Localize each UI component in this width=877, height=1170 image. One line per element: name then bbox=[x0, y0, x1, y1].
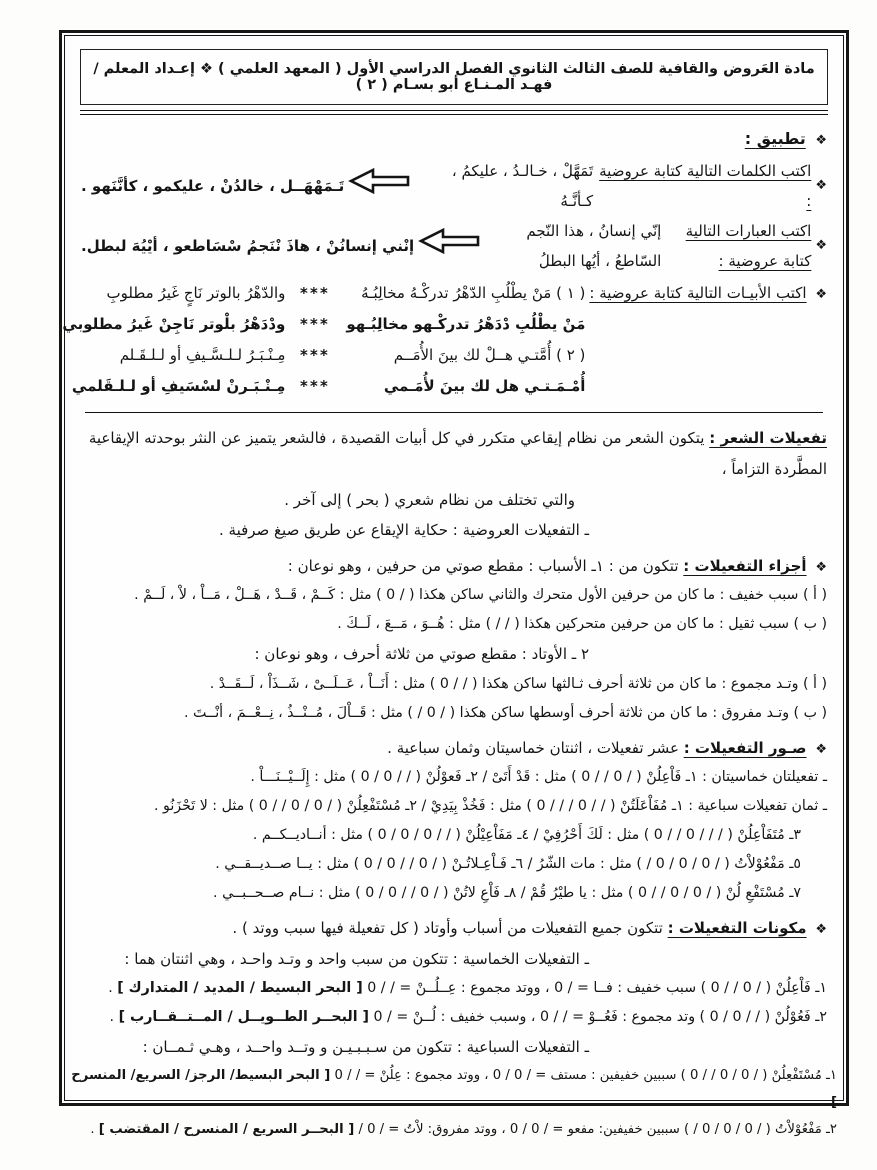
subaiya-feet-line-1: ـ ثمان تفعيلات سباعية : ١ـ مُفَاْعَلَتُنْ ( / / 0 / / / 0 ) مثل : فَخُذْ بِيَدِيْ / ٢ـ مُسْتَفْعِلُنْ ( / 0 / 0 / / 0 ) مثل : لا تَحْزَنُو . bbox=[153, 798, 827, 815]
mustafilun-analysis-line bbox=[71, 1063, 837, 1117]
exercise-phrases-question: إنّي إنسانُ ، هذا النّجم السّاطعُ ، أيُها البطلُ bbox=[526, 221, 662, 270]
subaiya-feet-line-2: ٣ـ مُتَفَاْعِلُنْ ( / / / 0 / / 0 ) مثل : لَكَ أَحْرُفِيْ / ٤ـ مَفَاْعِيْلُنْ ( / / 0 / 0 / 0 ) مثل : أنــاديــكــم . bbox=[252, 827, 801, 844]
mustafilun-analysis-text: ١ـ مُسْتَفْعِلُنْ ( / 0 / 0 / / 0 ) سببين خفيفين : مستف = / 0 / 0 ، ووتد مجموع : عِلُنْ = / / 0 bbox=[334, 1067, 837, 1083]
exercise-phrases-row bbox=[81, 216, 827, 276]
poetry-definition-text: يتكون الشعر من نظام إيقاعي متكرر في كل أبيات القصيدة ، فالشعر يتميز عن النثر بوحدته الإيقاعية المطَّردة التزاماً ، bbox=[88, 429, 827, 478]
poetry-definition-continuation: والتي تختلف من نظام شعري ( بحر ) إلى آخر . bbox=[284, 490, 575, 509]
poetry-definition-line bbox=[81, 423, 827, 484]
exercise-words-answer: تَـمَهْهَــل ، خالدُنْ ، عليكمو ، كأنَّنَهو . bbox=[81, 176, 345, 195]
diamond-bullet-icon: ❖ bbox=[815, 741, 827, 757]
ajza-intro-line bbox=[81, 551, 827, 582]
mafulat-analysis-text: ٢ـ مَفْعُوْلاْتُ ( / 0 / 0 / 0 / ) سببين خفيفين: مفعو = / 0 / 0 ، ووتد مفروق: لاْتُ = / 0 / bbox=[358, 1121, 837, 1137]
diamond-bullet-icon: ❖ bbox=[815, 177, 827, 193]
watad-majmu-line: ( أ ) وتـد مجموع : ما كان من ثلاثة أحرف ثـالثها ساكن هكذا ( / / 0 ) مثل : أَنَــاْ ، عَــلَــىْ ، شَــذَاْ ، لَــقَــدْ . bbox=[209, 675, 827, 692]
verse-separator-stars: *** bbox=[299, 283, 330, 302]
faulun-analysis-text: ٢ـ فَعُوْلُنْ ( / / 0 / 0 ) وتد مجموع : فَعُــوْ = / / 0 ، وسبب خفيف : لُــنْ = / 0 bbox=[373, 1009, 827, 1026]
prosodic-feet-definition: ـ التفعيلات العروضية : حكاية الإيقاع عن طريق صيغ صرفية . bbox=[219, 521, 589, 540]
mukawinat-intro-text: تتكون جميع التفعيلات من أسباب وأوتاد ( كل تفعيلة فيها سبب ووتد ) . bbox=[232, 919, 663, 938]
verse-second-hemistich: ودْدَهْرُ بلْوتر نَاجِنْ غَيرُ مطلوبي bbox=[62, 314, 286, 333]
mafulat-buhur-badge: [ البحــر السريع / المنسرح / المقتضب ] bbox=[98, 1121, 355, 1137]
exercise-phrases-answer: إنْني إنسانُنْ ، هاذَ نْنَجمُ سْسَاطعو ، أيْيُهَ لبطل. bbox=[81, 236, 415, 255]
suwar-intro-text: عشر تفعيلات ، اثنتان خماسيتان وثمان سباعية . bbox=[387, 738, 679, 757]
suwar-intro-line bbox=[81, 733, 827, 764]
ajza-intro-text: تتكون من : ١ـ الأسباب : مقطع صوتي من حرفين ، وهو نوعان : bbox=[287, 556, 679, 575]
khumasiya-components-intro: ـ التفعيلات الخماسية : تتكون من سبب واحد و وتـد واحـد ، وهي اثنتان هما : bbox=[124, 949, 589, 968]
failun-analysis-text: ١ـ فَاْعِلُنْ ( / 0 / / 0 ) سبب خفيف : فــا = / 0 ، ووتد مجموع : عِــلُــنْ = / / 0 bbox=[367, 980, 827, 997]
verse-first-hemistich: ( ٢ ) أُمَّتـي هــلْ لك بينَ الأُمَــم bbox=[393, 346, 586, 364]
diamond-bullet-icon: ❖ bbox=[815, 922, 827, 938]
line-end-period: . bbox=[90, 1121, 95, 1137]
verse-second-hemistich: مِـنْـبَـرُ لـلـسَّـيفِ أو لـلـقَـلم bbox=[119, 346, 286, 364]
verse-second-hemistich: والدّهْرُ بالوتر نَاجٍ غَيرُ مطلوبِ bbox=[106, 283, 286, 302]
exercise-phrases-lead: اكتب العبارات التالية كتابة عروضية : bbox=[685, 221, 812, 270]
mukawinat-section-lead: مكونات التفعيلات : bbox=[667, 919, 807, 938]
verse-separator-stars: *** bbox=[299, 346, 330, 364]
suwar-section-lead: صـور التفعيلات : bbox=[683, 738, 807, 757]
diamond-bullet-icon: ❖ bbox=[815, 237, 827, 253]
page-title: مادة العَروض والقافية للصف الثالث الثانوي الفصل الدراسي الأول ( المعهد العلمي ) ❖ إعـداد المعلم / فهـد المـنـاع أبو بسـام ( ٢ ) bbox=[93, 61, 815, 93]
subaiya-feet-line-4: ٧ـ مُسْتَفْعِ لُنْ ( / 0 / 0 / / 0 ) مثل : يا طيْرُ قُمْ / ٨ـ فَاْعِ لاتُنْ ( / 0 / / 0 / 0 ) مثل : نــام صــحــبــي . bbox=[213, 885, 801, 902]
ajza-section-lead: أجزاء التفعيلات : bbox=[683, 556, 807, 575]
mafulat-analysis-line bbox=[71, 1117, 837, 1144]
sabab-thaqil-line: ( ب ) سبب ثقيل : ما كان من حرفين متحركين هكذا ( / / ) مثل : هُــوَ ، مَــعَ ، لَــكَ . bbox=[337, 616, 827, 633]
verses-table bbox=[62, 278, 827, 403]
tatbiq-title-text: تطبيق : bbox=[744, 129, 806, 148]
diamond-bullet-icon: ❖ bbox=[815, 559, 827, 575]
line-end-period: . bbox=[822, 1094, 827, 1110]
khumasiya-feet-line: ـ تفعيلتان خماسيتان : ١ـ فَاْعِلُنْ ( / 0 / / 0 ) مثل : قَدْ أَتَىْ / ٢ـ فَعوْلُنْ ( / / 0 / 0 ) مثل : إِلَــيْــنَـــاْ . bbox=[250, 769, 827, 786]
failun-analysis-line bbox=[81, 974, 827, 1003]
left-arrow-icon bbox=[418, 227, 480, 265]
page-frame bbox=[59, 30, 849, 1137]
line-end-period: . bbox=[109, 1009, 115, 1026]
section-tatbiq-title bbox=[81, 123, 827, 156]
exercise-words-row bbox=[81, 156, 827, 216]
line-end-period: . bbox=[108, 980, 113, 997]
mustafilun-buhur-badge: [ البحر البسيط/ الرجز/ السريع/ المنسرح ] bbox=[71, 1067, 837, 1110]
verse-separator-stars: *** bbox=[299, 377, 330, 396]
verses-lead-cell bbox=[585, 278, 827, 309]
mukawinat-intro-line bbox=[81, 913, 827, 944]
verses-lead-text: اكتب الأبيـات التالية كتابة عروضية : bbox=[589, 283, 807, 302]
failun-buhur-badge: [ البحر البسيط / المديد / المتدارك ] bbox=[117, 980, 363, 997]
subaiya-feet-line-3: ٥ـ مَفْعُوْلاْتُ ( / 0 / 0 / 0 / ) مثل : مات الشّرُ / ٦ـ فَـاْعِـلاتُـنْ ( / 0 / / 0 / 0 ) مثل : يــا صــديــقــي . bbox=[215, 856, 801, 873]
verse-separator-stars: *** bbox=[299, 314, 330, 333]
faulun-analysis-line bbox=[81, 1003, 827, 1032]
sabab-khafif-line: ( أ ) سبب خفيف : ما كان من حرفين الأول متحرك والثاني ساكن هكذا ( / 0 ) مثل : كَــمْ ، قَــدْ ، هَــلْ ، مَــاْ ، لاْ ، لَــمْ . bbox=[134, 587, 827, 604]
verse-second-hemistich: مِـنْـبَـرنْ لسْسَيفِ أو لـلـقَلمي bbox=[71, 377, 286, 396]
diamond-bullet-icon: ❖ bbox=[815, 286, 827, 302]
faulun-buhur-badge: [ البحــر الطــويــل / المــتــقــارب ] bbox=[118, 1009, 369, 1026]
page-inner-frame bbox=[62, 35, 844, 1137]
left-arrow-icon bbox=[348, 167, 410, 205]
header-divider bbox=[80, 110, 828, 115]
verse-first-hemistich: ( ١ ) مَنْ يطْلُبِ الدّهْرُ تدركْـهُ مخالِبُـهُ bbox=[361, 283, 586, 302]
section-divider bbox=[85, 412, 823, 413]
poetry-section-lead: تفعيلات الشعر : bbox=[709, 429, 827, 448]
watad-mafruq-line: ( ب ) وتـد مفروق : ما كان من ثلاثة أحرف أوسطها ساكن هكذا ( / 0 / ) مثل : قَــاْلَ ، مُــنْــذُ ، نِــعْــمَ ، أنْــتَ . bbox=[183, 704, 827, 721]
diamond-bullet-icon: ❖ bbox=[815, 133, 827, 148]
verse-first-hemistich: أُمْـمَـتـي هل لك بينَ لأُمَـمي bbox=[383, 377, 586, 396]
subaiya-components-intro: ـ التفعيلات السباعية : تتكون من سـبـبـيـن و وتــد واحــد ، وهـي ثـمــان : bbox=[142, 1038, 589, 1057]
awtad-intro-line: ٢ ـ الأوتاد : مقطع صوتي من ثلاثة أحرف ، وهو نوعان : bbox=[254, 645, 589, 664]
verse-first-hemistich: مَنْ يطْلُبِ دْدَهْرُ تدركْـهو مخالِبُـهو bbox=[346, 314, 586, 333]
header-box bbox=[80, 49, 828, 105]
exercise-words-question: تَمَهَّلْ ، خـالـدُ ، عليكمُ ، كـأنَّـهُ bbox=[451, 161, 594, 210]
page-content bbox=[62, 123, 843, 1144]
exercise-words-lead: اكتب الكلمات التالية كتابة عروضية : bbox=[599, 161, 812, 210]
